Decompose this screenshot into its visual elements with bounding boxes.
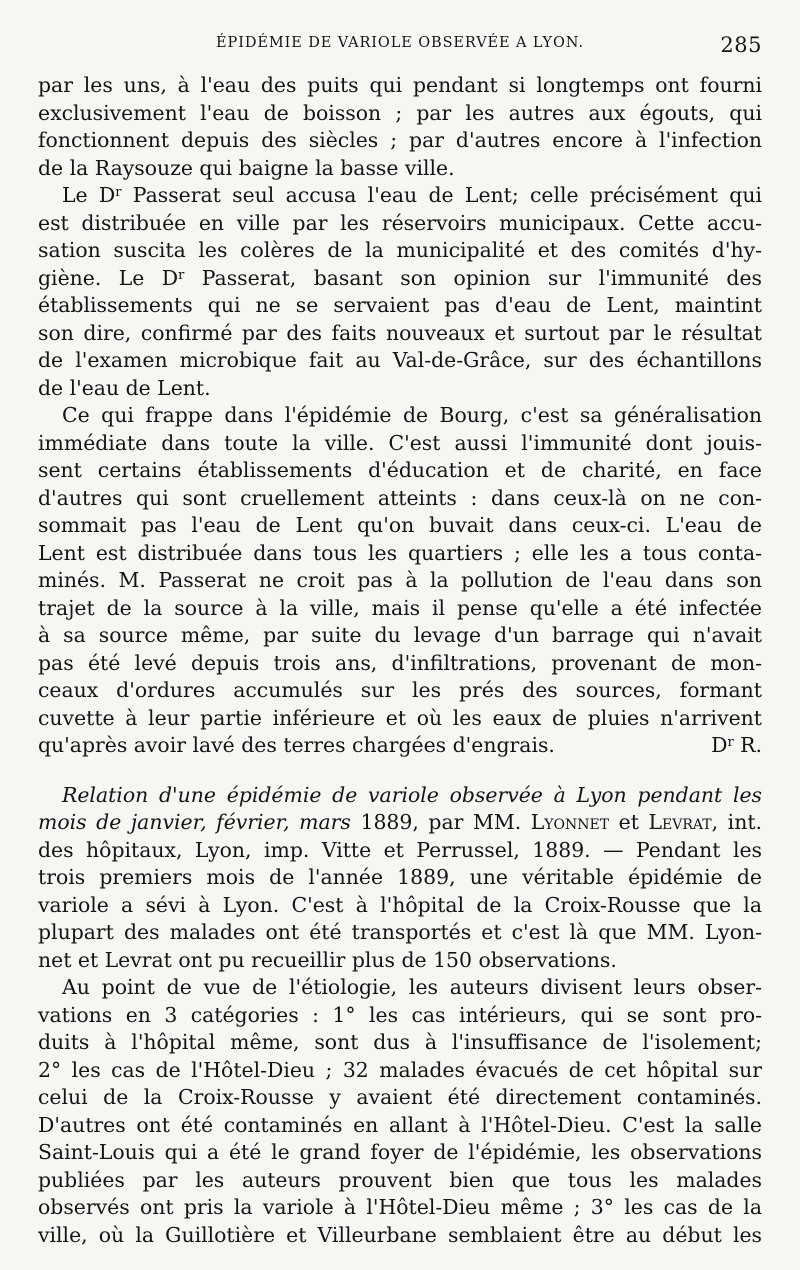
text-line: ville, où la Guillotière et Villeurbane semblaient être au début les <box>38 1222 762 1247</box>
text-line: établissements qui ne se servaient pas d'eau de Lent, maintint <box>38 293 762 317</box>
text-run: Passerat, basant son opinion sur l'immunité des <box>184 265 762 290</box>
text-line: est distribuée en ville par les réservoirs municipaux. Cette accu- <box>38 210 762 235</box>
text-line: sent certains établissements d'éducation et de charité, en face <box>38 458 762 482</box>
text-line: pas été levé depuis trois ans, d'infiltrations, provenant de mon- <box>38 650 762 675</box>
text-line: variole a sévi à Lyon. C'est à l'hôpital de la Croix-Rousse que la <box>38 892 762 917</box>
section-gap <box>38 760 762 782</box>
text-line: Lent est distribuée dans tous les quartiers ; elle les a tous conta- <box>38 540 762 565</box>
text-line: Au point de vue de l'étiologie, les auteurs divisent leurs obser- <box>62 975 762 999</box>
body-text <box>38 72 762 1249</box>
text-line: son dire, confirmé par des faits nouveaux et surtout par le résultat <box>38 320 762 345</box>
text-run: Passerat seul accusa l'eau de Lent; celle précisément qui <box>121 183 762 207</box>
text-line: sation suscita les colères de la municipalité et des comités d'hy- <box>38 238 762 262</box>
paragraph <box>38 974 762 1249</box>
text-line: net et Levrat ont pu recueillir plus de 150 observations. <box>38 947 617 972</box>
paragraph <box>38 782 762 975</box>
text-line <box>38 809 762 837</box>
text-run: D <box>711 733 728 757</box>
text-line: duits à l'hôpital même, sont dus à l'insuffisance de l'isolement; <box>38 1030 762 1054</box>
text-line <box>38 732 762 760</box>
text-line: trajet de la source à la ville, mais il pense qu'elle a été infectée <box>38 595 762 620</box>
running-head <box>38 35 762 61</box>
text-line: Ce qui frappe dans l'épidémie de Bourg, c'est sa généralisation <box>62 403 762 427</box>
text-line: publiées par les auteurs prouvent bien que tous les malades <box>38 1167 762 1192</box>
author-name: Levrat <box>648 810 712 834</box>
paragraph <box>38 402 762 760</box>
text-line: trois premiers mois de l'année 1889, une véritable épidémie de <box>38 865 762 889</box>
text-line: exclusivement l'eau de boisson ; par les autres aux égouts, qui <box>38 100 762 125</box>
text-line: d'autres qui sont cruellement atteints : dans ceux-là on ne con- <box>38 485 762 510</box>
text-run: qu'après avoir lavé des terres chargées d'engrais. <box>38 733 555 757</box>
text-line: 2° les cas de l'Hôtel-Dieu ; 32 malades évacués de cet hôpital sur <box>38 1057 762 1082</box>
text-line: fonctionnent depuis des siècles ; par d'autres encore à l'infection <box>38 128 762 152</box>
text-run: R. <box>733 733 762 757</box>
text-line <box>38 265 762 293</box>
text-line: à sa source même, par suite du levage d'un barrage qui n'avait <box>38 623 762 647</box>
text-line: par les uns, à l'eau des puits qui pendant si longtemps ont fourni <box>38 73 762 97</box>
paragraph <box>38 182 762 402</box>
author-signature <box>711 732 762 763</box>
text-line: plupart des malades ont été transportés et c'est là que MM. Lyon- <box>38 920 762 944</box>
running-head-title: ÉPIDÉMIE DE VARIOLE OBSERVÉE A LYON. <box>216 35 584 51</box>
author-name: Lyonnet <box>530 810 610 834</box>
text-run: et <box>609 810 649 834</box>
text-line: des hôpitaux, Lyon, imp. Vitte et Perrussel, 1889. — Pendant les <box>38 837 762 862</box>
text-line: de l'examen microbique fait au Val-de-Grâce, sur des échantillons <box>38 348 762 372</box>
superscript: r <box>178 267 185 283</box>
text-line: vations en 3 catégories : 1° les cas intérieurs, qui se sont pro- <box>38 1002 762 1027</box>
text-line: cuvette à leur partie inférieure et où les eaux de pluies n'arrivent <box>38 705 762 730</box>
text-line: ceaux d'ordures accumulés sur les prés des sources, formant <box>38 678 762 702</box>
text-line: sommait pas l'eau de Lent qu'on buvait dans ceux-ci. L'eau de <box>38 513 762 537</box>
text-line: Saint-Louis qui a été le grand foyer de l'épidémie, les observations <box>38 1140 762 1164</box>
text-line: de l'eau de Lent. <box>38 375 211 400</box>
text-run: mois de janvier, février, mars <box>38 810 351 834</box>
superscript: r <box>727 735 734 750</box>
text-run: 1889, par MM. <box>350 810 531 834</box>
text-line: D'autres ont été contaminés en allant à l'Hôtel-Dieu. C'est la salle <box>38 1112 762 1137</box>
text-line: minés. M. Passerat ne croit pas à la pollution de l'eau dans son <box>38 568 762 592</box>
text-run: giène. Le D <box>38 265 179 290</box>
text-run: Le D <box>62 183 116 207</box>
text-line: immédiate dans toute la ville. C'est aussi l'immunité dont jouis- <box>38 430 762 455</box>
page-number: 285 <box>720 33 762 57</box>
text-run: , int. <box>711 810 763 834</box>
text-line: celui de la Croix-Rousse y avaient été directement contaminés. <box>38 1085 762 1109</box>
text-line <box>38 182 762 210</box>
text-line: observés ont pris la variole à l'Hôtel-Dieu même ; 3° les cas de la <box>38 1195 762 1219</box>
paragraph <box>38 72 762 182</box>
text-line: de la Raysouze qui baigne la basse ville. <box>38 155 455 180</box>
superscript: r <box>115 185 122 200</box>
text-line: Relation d'une épidémie de variole observée à Lyon pendant les <box>62 782 762 807</box>
